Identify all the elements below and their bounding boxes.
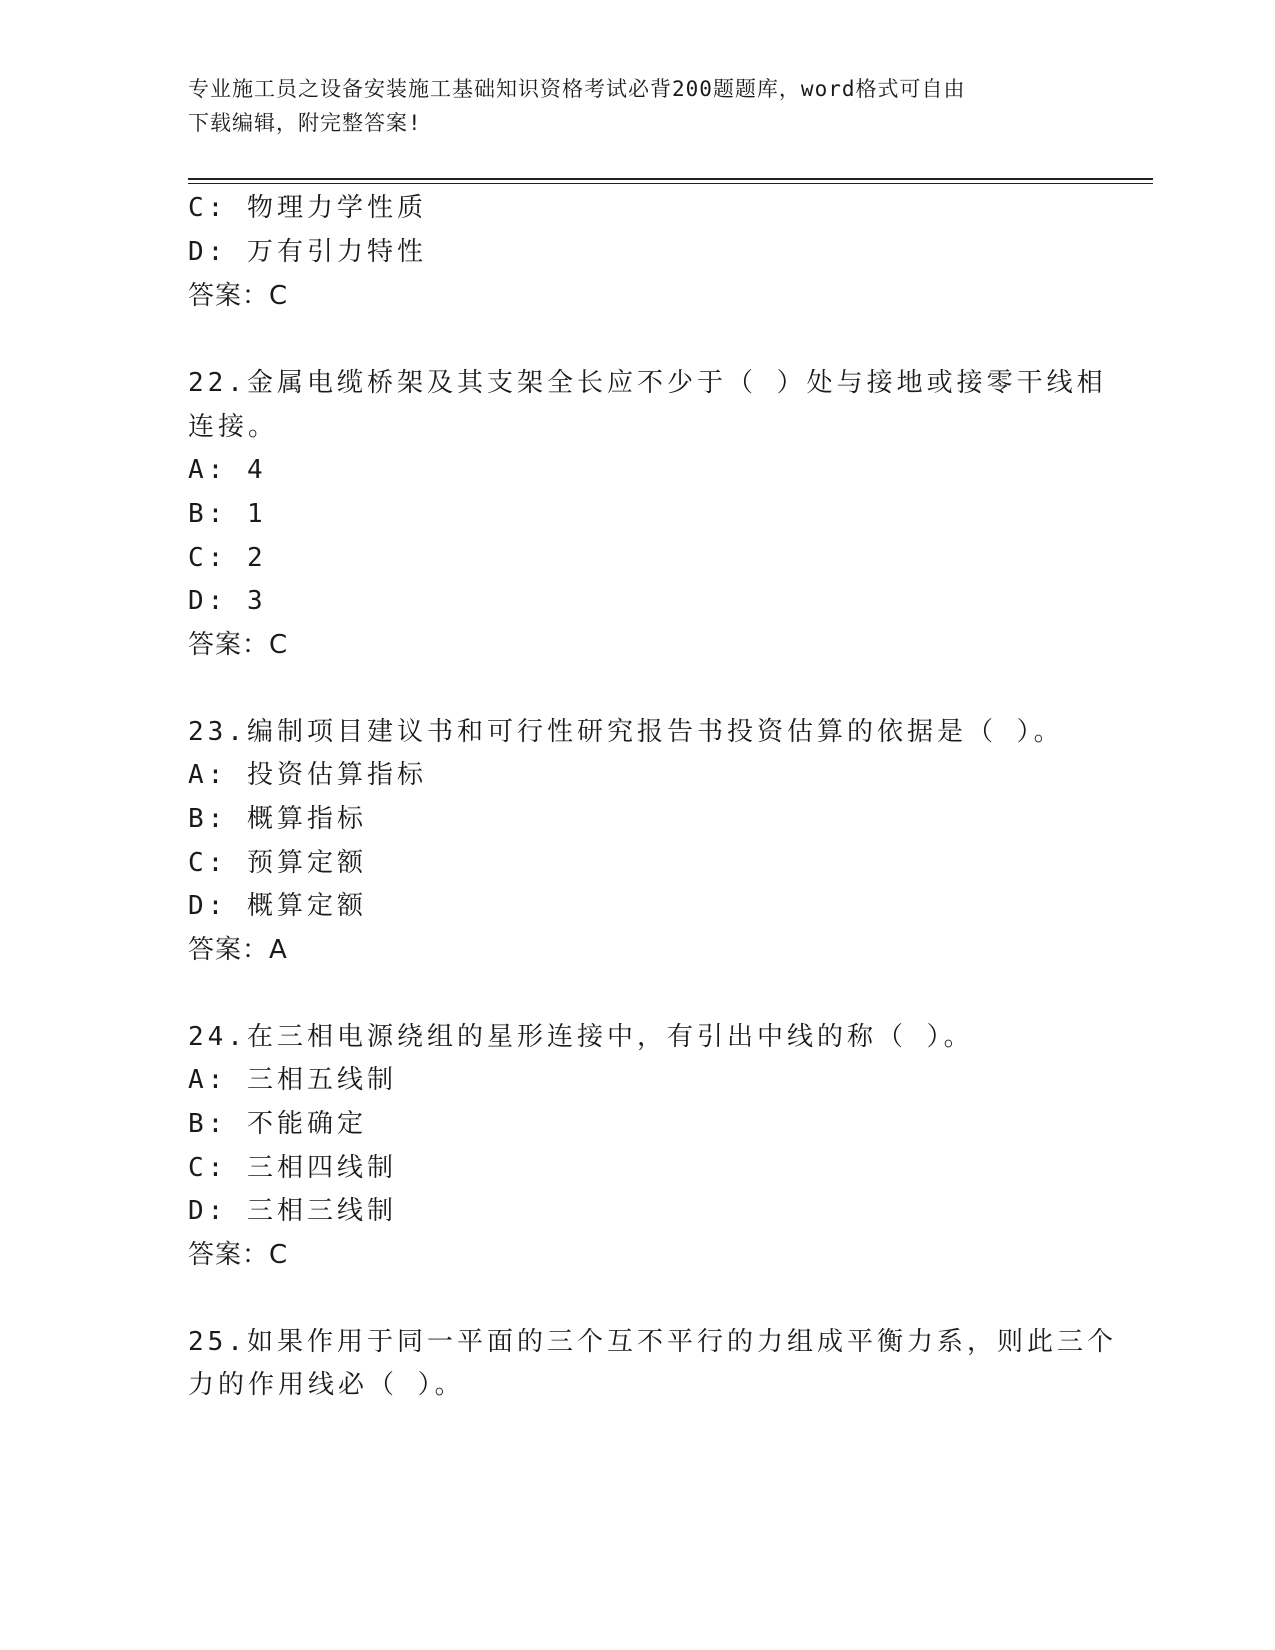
- q24-option-a: A: 三相五线制: [188, 1065, 397, 1095]
- q23-option-b: B: 概算指标: [188, 804, 367, 834]
- q22-option-d: D: 3: [188, 586, 267, 616]
- q25-stem-line-2: 力的作用线必（ ）。: [188, 1370, 465, 1400]
- q23-answer: 答案：A: [188, 935, 288, 965]
- header-line-1: 专业施工员之设备安装施工基础知识资格考试必背200题题库，word格式可自由: [188, 77, 966, 101]
- header-divider-thin: [188, 183, 1153, 184]
- q22-option-c: C: 2: [188, 543, 267, 573]
- header-divider-thick: [188, 178, 1153, 180]
- q24-answer: 答案：C: [188, 1240, 289, 1270]
- q22-option-b: B: 1: [188, 499, 267, 529]
- q23-option-a: A: 投资估算指标: [188, 760, 427, 790]
- q21-option-c: C: 物理力学性质: [188, 193, 427, 223]
- q24-stem-line-1: 24.在三相电源绕组的星形连接中，有引出中线的称（ ）。: [188, 1022, 974, 1052]
- q23-option-d: D: 概算定额: [188, 891, 367, 921]
- q22-stem-line-2: 连接。: [188, 412, 279, 442]
- q24-option-c: C: 三相四线制: [188, 1153, 397, 1183]
- q22-answer: 答案：C: [188, 630, 289, 660]
- q23-option-c: C: 预算定额: [188, 848, 367, 878]
- q21-option-d: D: 万有引力特性: [188, 237, 427, 267]
- q24-option-d: D: 三相三线制: [188, 1196, 397, 1226]
- document-header: [188, 72, 1088, 140]
- q23-stem-line-1: 23.编制项目建议书和可行性研究报告书投资估算的依据是（ ）。: [188, 717, 1064, 747]
- q22-stem-line-1: 22.金属电缆桥架及其支架全长应不少于（ ）处与接地或接零干线相: [188, 368, 1107, 398]
- q24-option-b: B: 不能确定: [188, 1109, 367, 1139]
- header-line-2: 下载编辑，附完整答案!: [188, 111, 422, 135]
- q22-option-a: A: 4: [188, 455, 267, 485]
- q25-stem-line-1: 25.如果作用于同一平面的三个互不平行的力组成平衡力系，则此三个: [188, 1327, 1117, 1357]
- q21-answer: 答案：C: [188, 281, 289, 311]
